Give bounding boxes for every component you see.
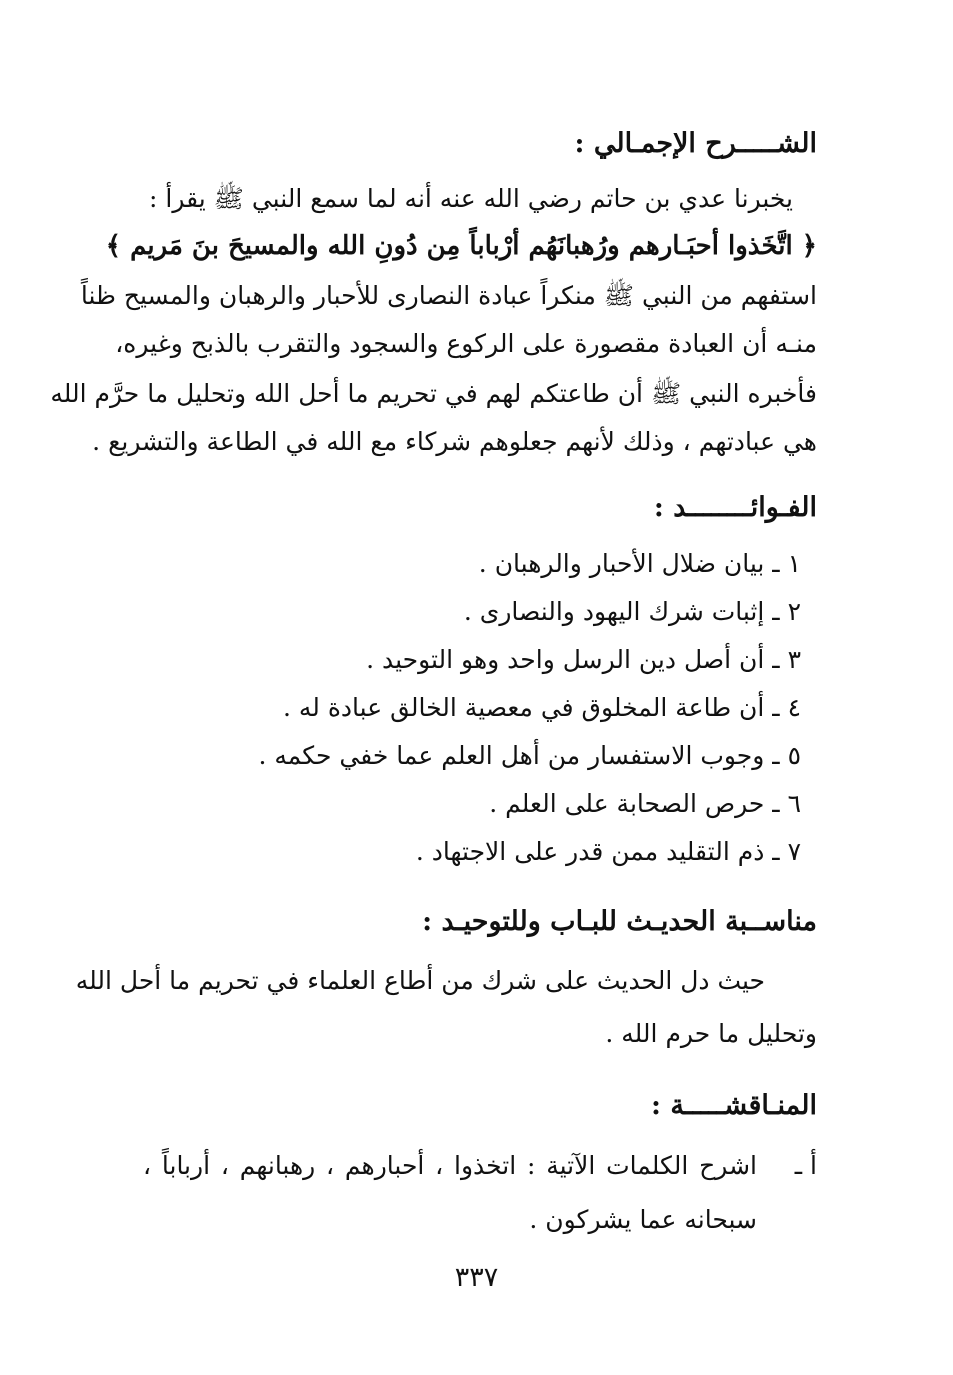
section-heading-summary: الشـــــرح الإجمـالي : — [574, 128, 817, 159]
summary-line-6: هي عبادتهم ، وذلك لأنهم جعلوهم شركاء مع الله في الطاعة والتشريع . — [92, 427, 817, 456]
benefit-item-2: ٢ ـ إثبات شرك اليهود والنصارى . — [463, 597, 801, 626]
quran-verse: ﴿ اتَّخَذوا أحبَـارهم ورُهبانَهُم أرْباباً مِن دُونِ الله والمسيحَ بنَ مَريم ﴾ — [105, 231, 817, 261]
discussion-item-marker: أ ـ — [794, 1151, 817, 1180]
summary-line-1: يخبرنا عدي بن حاتم رضي الله عنه أنه لما سمع النبي ﷺ يقرأ : — [149, 184, 793, 213]
section-heading-discussion: المنـاقشـــــة : — [650, 1090, 817, 1121]
benefit-item-5: ٥ ـ وجوب الاستفسار من أهل العلم عما خفي حكمه . — [258, 741, 801, 770]
relevance-line-2: وتحليل ما حرم الله . — [605, 1019, 817, 1048]
relevance-line-1: حيث دل الحديث على شرك من أطاع العلماء في تحريم ما أحل الله — [75, 966, 765, 995]
section-heading-benefits: الفـوائــــــــد : — [653, 492, 817, 523]
benefit-item-7: ٧ ـ ذم التقليد ممن قدر على الاجتهاد . — [415, 837, 801, 866]
discussion-line-2: سبحانه عما يشركون . — [529, 1205, 757, 1234]
page-number: ٣٣٧ — [454, 1262, 499, 1293]
benefit-item-6: ٦ ـ حرص الصحابة على العلم . — [489, 789, 801, 818]
discussion-line-1: اشرح الكلمات الآتية : اتخذوا ، أحبارهم ، رهبانهم ، أرباباً ، — [143, 1151, 757, 1180]
summary-line-5: فأخبره النبي ﷺ أن طاعتكم لهم في تحريم ما أحل الله وتحليل ما حرَّم الله — [50, 379, 817, 408]
benefit-item-1: ١ ـ بيان ضلال الأحبار والرهبان . — [478, 549, 801, 578]
benefit-item-3: ٣ ـ أن أصل دين الرسل واحد وهو التوحيد . — [366, 645, 801, 674]
section-heading-relevance: مناســبة الحديـث للبـاب وللتوحيـد : — [422, 906, 817, 937]
summary-line-4: منـه أن العبادة مقصورة على الركوع والسجود والتقرب بالذبح وغيره، — [115, 329, 817, 358]
benefit-item-4: ٤ ـ أن طاعة المخلوق في معصية الخالق عبادة له . — [282, 693, 801, 722]
summary-line-3: استفهم من النبي ﷺ منكراً عبادة النصارى للأحبار والرهبان والمسيح ظناً — [80, 281, 817, 310]
